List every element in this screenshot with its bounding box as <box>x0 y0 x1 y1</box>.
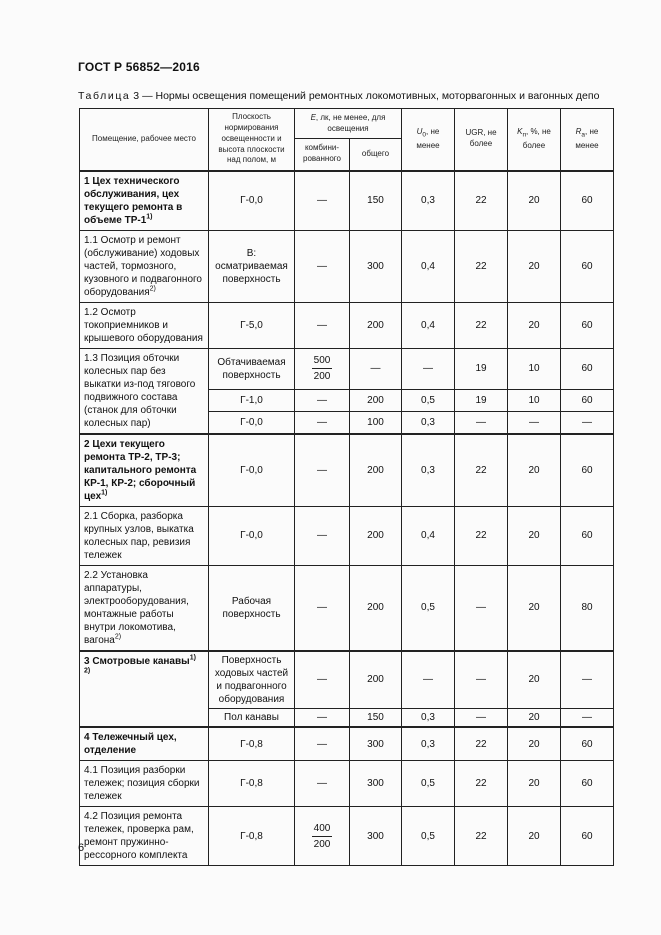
header-plane: Плоскость нормирования освещенности и высота плоскости над полом, м <box>209 109 295 171</box>
cell-general: 300 <box>350 230 402 302</box>
cell-general: 200 <box>350 651 402 709</box>
table-row <box>80 807 614 866</box>
cell-kp: 10 <box>508 390 561 412</box>
caption-number: 3 <box>133 90 140 102</box>
cell-plane: Обтачиваемая поверхность <box>209 348 295 390</box>
cell-combined: — <box>295 761 350 807</box>
cell-kp: 20 <box>508 230 561 302</box>
cell-kp: 20 <box>508 807 561 866</box>
document-code: ГОСТ Р 56852—2016 <box>78 60 200 74</box>
cell-plane: Рабочая поверхность <box>209 565 295 651</box>
cell-general: 150 <box>350 708 402 727</box>
header-combined: комбини- рованного <box>295 139 350 171</box>
table-row <box>80 761 614 807</box>
row-name: 4.1 Позиция разборки тележек; позиция сборки тележек <box>80 761 209 807</box>
cell-combined <box>295 348 350 390</box>
header-general: общего <box>350 139 402 171</box>
cell-plane: Г-5,0 <box>209 302 295 348</box>
cell-combined: — <box>295 390 350 412</box>
cell-combined: — <box>295 302 350 348</box>
cell-ra: 60 <box>561 807 614 866</box>
cell-kp: 20 <box>508 727 561 761</box>
header-ugr: UGR, не более <box>455 109 508 171</box>
row-name: 1.2 Осмотр токоприемников и крышевого оборудования <box>80 302 209 348</box>
cell-combined: — <box>295 434 350 507</box>
cell-general: 200 <box>350 390 402 412</box>
cell-plane: Г-0,0 <box>209 506 295 565</box>
cell-ugr: 22 <box>455 434 508 507</box>
cell-ugr: — <box>455 565 508 651</box>
header-room: Помещение, рабочее место <box>80 109 209 171</box>
cell-plane: Г-0,8 <box>209 807 295 866</box>
cell-general: 100 <box>350 412 402 434</box>
header-illuminance: E, лк, не менее, для освещения <box>295 109 402 139</box>
cell-u0: 0,5 <box>402 807 455 866</box>
cell-u0: 0,5 <box>402 761 455 807</box>
cell-u0: 0,3 <box>402 412 455 434</box>
cell-kp: 10 <box>508 348 561 390</box>
row-name: 1.3 Позиция обточки колесных пар без выкатки из-под тягового подвижного состава (станок для обточки колесных пар) <box>80 348 209 434</box>
cell-general: 200 <box>350 506 402 565</box>
cell-combined: — <box>295 565 350 651</box>
page-number: 6 <box>78 842 85 854</box>
row-name: 3 Смотровые канавы$^{1) 2)}$ <box>80 651 209 728</box>
cell-ra: — <box>561 708 614 727</box>
row-name: 2.1 Сборка, разборка крупных узлов, выкатка колесных пар, ревизия тележек <box>80 506 209 565</box>
header-u0: $U_0$, не менее <box>402 109 455 171</box>
cell-ra: — <box>561 651 614 709</box>
cell-u0: 0,4 <box>402 230 455 302</box>
table-row <box>80 348 614 390</box>
header-kp: $K_п$, %, не более <box>508 109 561 171</box>
table-row <box>80 651 614 709</box>
table-row <box>80 171 614 231</box>
table-row <box>80 230 614 302</box>
caption-dash: — <box>142 90 153 102</box>
cell-ugr: 22 <box>455 761 508 807</box>
cell-ugr: 22 <box>455 727 508 761</box>
cell-general: — <box>350 348 402 390</box>
cell-plane: Г-0,8 <box>209 727 295 761</box>
cell-kp: 20 <box>508 171 561 231</box>
cell-u0: 0,5 <box>402 390 455 412</box>
row-name: 1 Цех технического обслуживания, цех текущего ремонта в объеме ТР-1$^{1)}$ <box>80 171 209 231</box>
cell-ra: 60 <box>561 727 614 761</box>
cell-ra: 60 <box>561 761 614 807</box>
row-name: 4 Тележечный цех, отделение <box>80 727 209 761</box>
cell-ugr: 19 <box>455 348 508 390</box>
cell-plane: Г-0,0 <box>209 171 295 231</box>
cell-kp: 20 <box>508 434 561 507</box>
header-ra: $R_a$, не менее <box>561 109 614 171</box>
cell-ugr: 22 <box>455 171 508 231</box>
cell-u0: — <box>402 348 455 390</box>
cell-ra: 60 <box>561 171 614 231</box>
table-row <box>80 506 614 565</box>
cell-plane: Г-0,0 <box>209 412 295 434</box>
cell-plane: Пол канавы <box>209 708 295 727</box>
cell-kp: 20 <box>508 761 561 807</box>
fraction: $\frac{500}{200}$ <box>313 355 331 383</box>
cell-plane: Поверхность ходовых частей и подвагонного оборудования <box>209 651 295 709</box>
cell-ra: — <box>561 412 614 434</box>
cell-u0: 0,3 <box>402 727 455 761</box>
cell-ra: 80 <box>561 565 614 651</box>
table-row <box>80 565 614 651</box>
table-row <box>80 434 614 507</box>
cell-combined <box>295 807 350 866</box>
cell-kp: 20 <box>508 506 561 565</box>
cell-general: 300 <box>350 807 402 866</box>
cell-ra: 60 <box>561 390 614 412</box>
cell-general: 200 <box>350 302 402 348</box>
cell-kp: 20 <box>508 302 561 348</box>
cell-ugr: 22 <box>455 506 508 565</box>
cell-kp: — <box>508 412 561 434</box>
cell-u0: — <box>402 651 455 709</box>
cell-u0: 0,3 <box>402 171 455 231</box>
row-name: 1.1 Осмотр и ремонт (обслуживание) ходовых частей, тормозного, кузовного и подвагонного оборудования$^{2)}$ <box>80 230 209 302</box>
cell-ugr: 19 <box>455 390 508 412</box>
lighting-norms-table <box>79 108 614 866</box>
cell-plane: В: осматриваемая поверхность <box>209 230 295 302</box>
cell-u0: 0,3 <box>402 434 455 507</box>
cell-general: 200 <box>350 565 402 651</box>
cell-general: 150 <box>350 171 402 231</box>
cell-u0: 0,4 <box>402 302 455 348</box>
cell-kp: 20 <box>508 651 561 709</box>
cell-general: 200 <box>350 434 402 507</box>
cell-ugr: — <box>455 412 508 434</box>
table-caption <box>78 90 599 102</box>
fraction: $\frac{400}{200}$ <box>313 822 331 850</box>
cell-ugr: 22 <box>455 302 508 348</box>
cell-combined: — <box>295 171 350 231</box>
cell-u0: 0,4 <box>402 506 455 565</box>
cell-ra: 60 <box>561 302 614 348</box>
cell-plane: Г-0,0 <box>209 434 295 507</box>
cell-combined: — <box>295 727 350 761</box>
cell-ugr: 22 <box>455 230 508 302</box>
cell-kp: 20 <box>508 708 561 727</box>
cell-general: 300 <box>350 727 402 761</box>
cell-u0: 0,5 <box>402 565 455 651</box>
cell-ra: 60 <box>561 506 614 565</box>
cell-general: 300 <box>350 761 402 807</box>
cell-u0: 0,3 <box>402 708 455 727</box>
cell-ugr: 22 <box>455 807 508 866</box>
cell-combined: — <box>295 651 350 709</box>
table-row <box>80 727 614 761</box>
cell-combined: — <box>295 412 350 434</box>
cell-ra: 60 <box>561 230 614 302</box>
cell-plane: Г-1,0 <box>209 390 295 412</box>
cell-combined: — <box>295 230 350 302</box>
cell-combined: — <box>295 708 350 727</box>
row-name: 2.2 Установка аппаратуры, электрооборудования, монтажные работы внутри локомотива, вагона$^{2)}$ <box>80 565 209 651</box>
row-name: 4.2 Позиция ремонта тележек, проверка рам, ремонт пружинно-рессорного комплекта <box>80 807 209 866</box>
cell-plane: Г-0,8 <box>209 761 295 807</box>
cell-ugr: — <box>455 651 508 709</box>
caption-label: Таблица <box>78 90 131 102</box>
cell-combined: — <box>295 506 350 565</box>
cell-ra: 60 <box>561 348 614 390</box>
cell-ugr: — <box>455 708 508 727</box>
cell-ra: 60 <box>561 434 614 507</box>
caption-text: Нормы освещения помещений ремонтных локомотивных, моторвагонных и вагонных депо <box>155 90 600 102</box>
cell-kp: 20 <box>508 565 561 651</box>
table-row <box>80 302 614 348</box>
row-name: 2 Цехи текущего ремонта ТР-2, ТР-3; капитального ремонта КР-1, КР-2; сборочный цех$^{1)}$ <box>80 434 209 507</box>
